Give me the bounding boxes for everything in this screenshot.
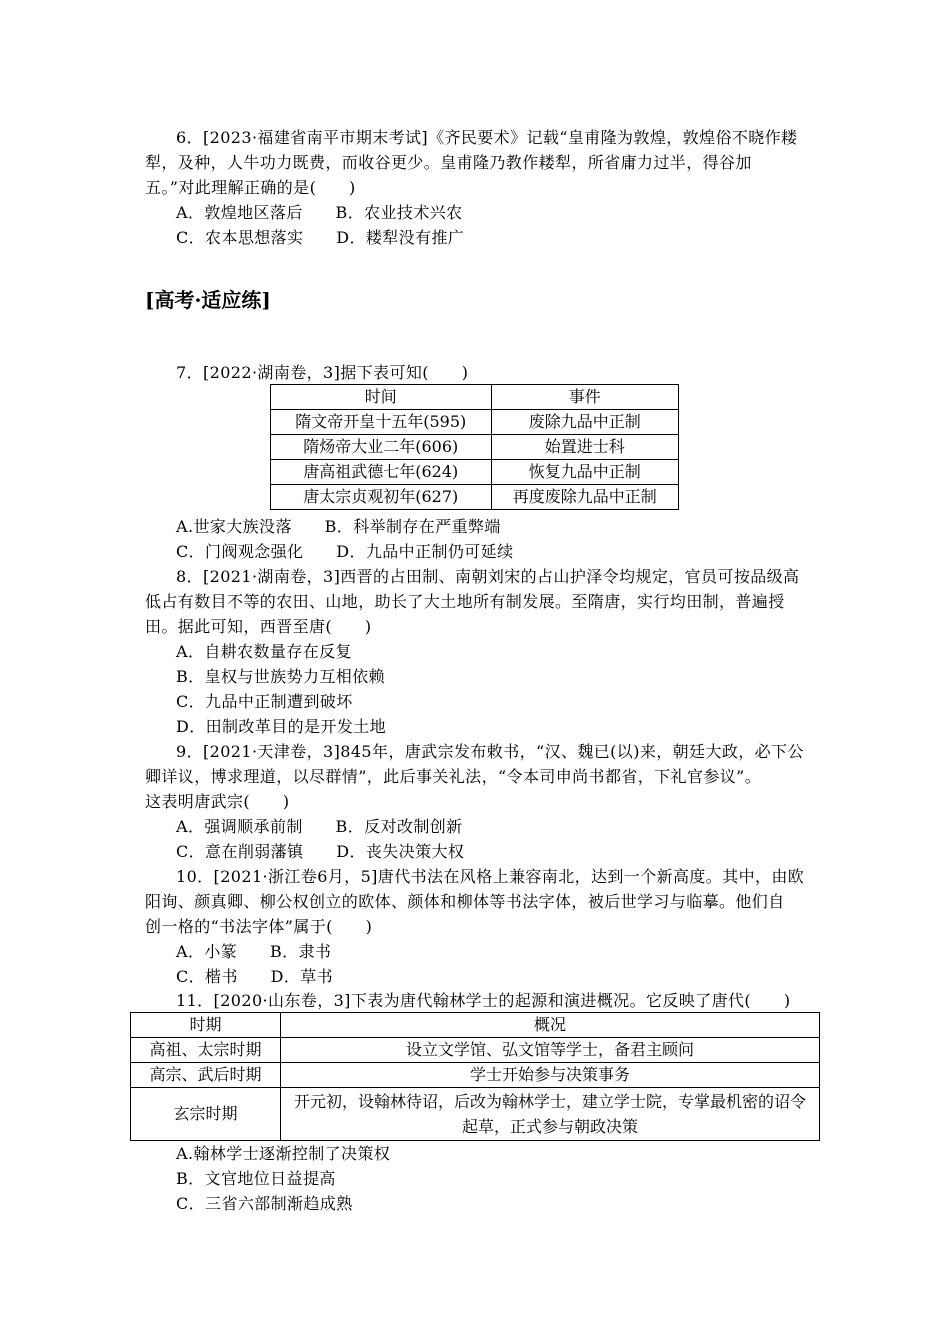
q6-stem-line-1: 6．[2023·福建省南平市期末考试]《齐民要术》记载“皇甫隆为敦煌，敦煌俗不晓作耧 xyxy=(176,128,798,147)
q6-option-ab: A．敦煌地区落后 B．农业技术兴农 xyxy=(176,203,463,222)
q9-stem-line-3: 这表明唐武宗( ) xyxy=(145,792,290,811)
table-cell: 隋文帝开皇十五年(595) xyxy=(271,410,492,435)
table-row xyxy=(131,1088,820,1141)
q10-option-cd: C．楷书 D．草书 xyxy=(176,967,334,986)
q9-stem-line-2: 卿详议，博求理道，以尽群情”，此后事关礼法，“令本司申尚书都省，下礼官参议”。 xyxy=(145,767,762,786)
q9-option-ab: A．强调顺承前制 B．反对改制创新 xyxy=(176,817,463,836)
table-header-cell: 时间 xyxy=(271,385,492,410)
q8-stem-line-1: 8．[2021·湖南卷，3]西晋的占田制、南朝刘宋的占山护泽令均规定，官员可按品级高 xyxy=(176,567,800,586)
q9-option-cd: C．意在削弱藩镇 D．丧失决策大权 xyxy=(176,842,465,861)
table-row xyxy=(271,460,679,485)
table-header-row xyxy=(271,385,679,410)
table-cell: 隋炀帝大业二年(606) xyxy=(271,435,492,460)
q11-table xyxy=(130,1012,820,1141)
q10-stem-line-1: 10．[2021·浙江卷6月，5]唐代书法在风格上兼容南北，达到一个新高度。其中，由欧 xyxy=(176,867,805,886)
table-cell: 唐太宗贞观初年(627) xyxy=(271,485,492,510)
table-row xyxy=(271,435,679,460)
q11-option-a: A.翰林学士逐渐控制了决策权 xyxy=(176,1144,391,1163)
q6-stem-line-3: 五。”对此理解正确的是( ) xyxy=(145,178,356,197)
q8-option-a: A．自耕农数量存在反复 xyxy=(176,642,352,661)
q8-option-d: D．田制改革目的是开发土地 xyxy=(176,717,387,736)
table-cell: 玄宗时期 xyxy=(131,1088,281,1141)
table-cell: 开元初，设翰林待诏，后改为翰林学士，建立学士院，专掌最机密的诏令起草，正式参与朝政决策 xyxy=(281,1088,820,1141)
q8-stem-line-3: 田。据此可知，西晋至唐( ) xyxy=(145,617,372,636)
q7-option-cd: C．门阀观念强化 D．九品中正制仍可延续 xyxy=(176,542,514,561)
table-header-cell: 时期 xyxy=(131,1013,281,1038)
q6-stem-line-2: 犁，及种，人牛功力既费，而收谷更少。皇甫隆乃教作耧犁，所省庸力过半，得谷加 xyxy=(145,153,752,172)
q10-stem-line-3: 创一格的“书法字体”属于( ) xyxy=(145,917,373,936)
table-cell: 高宗、武后时期 xyxy=(131,1063,281,1088)
q7-option-ab: A.世家大族没落 B．科举制存在严重弊端 xyxy=(176,517,501,536)
q8-option-c: C．九品中正制遭到破坏 xyxy=(176,692,353,711)
q11-option-b: B．文官地位日益提高 xyxy=(176,1169,336,1188)
table-header-row xyxy=(131,1013,820,1038)
table-cell: 恢复九品中正制 xyxy=(491,460,678,485)
table-header-cell: 概况 xyxy=(281,1013,820,1038)
table-row xyxy=(131,1063,820,1088)
q8-stem-line-2: 低占有数目不等的农田、山地，助长了大土地所有制发展。至隋唐，实行均田制，普遍授 xyxy=(145,592,785,611)
table-cell: 学士开始参与决策事务 xyxy=(281,1063,820,1088)
section-heading: [高考·适应练] xyxy=(145,288,271,312)
q10-option-ab: A．小篆 B．隶书 xyxy=(176,942,332,961)
table-cell: 始置进士科 xyxy=(491,435,678,460)
table-row xyxy=(271,410,679,435)
table-cell: 唐高祖武德七年(624) xyxy=(271,460,492,485)
q6-option-cd: C．农本思想落实 D．耧犁没有推广 xyxy=(176,228,465,247)
table-cell: 设立文学馆、弘文馆等学士，备君主顾问 xyxy=(281,1038,820,1063)
q11-stem: 11．[2020·山东卷，3]下表为唐代翰林学士的起源和演进概况。它反映了唐代( ) xyxy=(176,991,791,1010)
table-row xyxy=(271,485,679,510)
table-cell: 再度废除九品中正制 xyxy=(491,485,678,510)
q7-stem: 7．[2022·湖南卷，3]据下表可知( ) xyxy=(176,363,469,382)
q9-stem-line-1: 9．[2021·天津卷，3]845年，唐武宗发布敕书，“汉、魏已(以)来，朝廷大政，必下公 xyxy=(176,742,804,761)
table-header-cell: 事件 xyxy=(491,385,678,410)
table-cell: 废除九品中正制 xyxy=(491,410,678,435)
q10-stem-line-2: 阳询、颜真卿、柳公权创立的欧体、颜体和柳体等书法字体，被后世学习与临摹。他们自 xyxy=(145,892,785,911)
q11-option-c: C．三省六部制渐趋成熟 xyxy=(176,1194,353,1213)
q8-option-b: B．皇权与世族势力互相依赖 xyxy=(176,667,385,686)
q7-table xyxy=(270,384,679,510)
table-row xyxy=(131,1038,820,1063)
table-cell: 高祖、太宗时期 xyxy=(131,1038,281,1063)
